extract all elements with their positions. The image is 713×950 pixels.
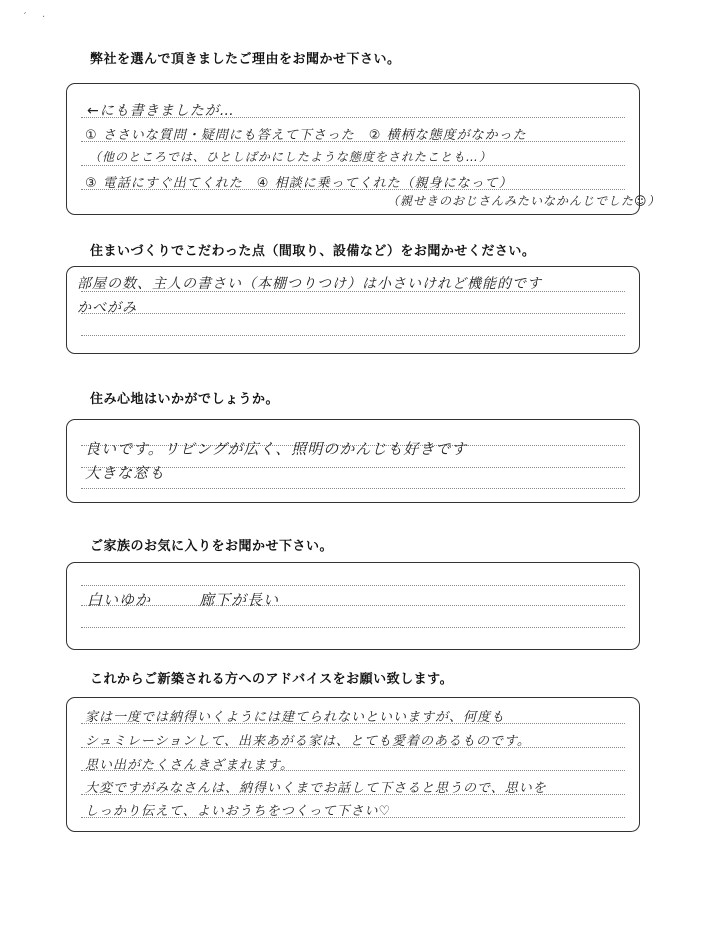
- answer-reason-line-4: ③ 電話にすぐ出てくれた ④ 相談に乗ってくれた（親身になって）: [85, 176, 513, 191]
- answer-box-comfort: [66, 419, 640, 503]
- answer-comfort-line-1: 良いです。リビングが広く、照明のかんじも好きです: [85, 440, 468, 458]
- question-comfort: 住み心地はいかがでしょうか。: [90, 392, 280, 407]
- answer-advice-line-4: 大変ですがみなさんは、納得いくまでお話して下さると思うので、思いを: [85, 781, 547, 796]
- answer-favorites-line-1: 白いゆか 廊下が長い: [87, 591, 280, 609]
- question-focus-points: 住まいづくりでこだわった点（間取り、設備など）をお聞かせください。: [90, 244, 536, 259]
- corner-mark-left: ´: [22, 12, 27, 23]
- question-reason: 弊社を選んで頂きましたご理由をお聞かせ下さい。: [90, 52, 401, 67]
- answer-box-reason: [66, 83, 661, 215]
- answer-focus-line-2: かべがみ: [77, 300, 137, 316]
- answer-advice-line-3: 思い出がたくさんきざまれます。: [85, 758, 294, 773]
- question-advice: これからご新築される方へのアドバイスをお願い致します。: [90, 672, 454, 687]
- answer-box-focus-points: [66, 266, 640, 354]
- answer-focus-line-1: 部屋の数、主人の書さい（本棚つりつけ）は小さいけれど機能的です: [77, 276, 542, 292]
- answer-advice-line-1: 家は一度では納得いくようには建てられないといいますが、何度も: [85, 710, 506, 725]
- corner-mark-right: ·: [42, 12, 46, 23]
- answer-advice-line-5: しっかり伝えて、よいおうちをつくって下さい♡: [85, 804, 392, 819]
- answer-comfort-line-2: 大きな窓も: [85, 464, 166, 482]
- answer-box-favorites: [66, 562, 640, 650]
- answer-reason-line-5: （親せきのおじさんみたいなかんじでした☺）: [387, 194, 661, 208]
- question-favorites: ご家族のお気に入りをお聞かせ下さい。: [90, 539, 334, 554]
- answer-box-advice: [66, 697, 640, 832]
- answer-advice-line-2: シュミレーションして、出来あがる家は、とても愛着のあるものです。: [85, 734, 531, 749]
- answer-reason-line-1: ←にも書きましたが…: [87, 103, 235, 119]
- answer-reason-line-2: ① ささいな質問・疑問にも答えて下さった ② 横柄な態度がなかった: [85, 128, 527, 143]
- answer-reason-line-3: （他のところでは、ひとしばかにしたような態度をされたことも…）: [89, 150, 492, 164]
